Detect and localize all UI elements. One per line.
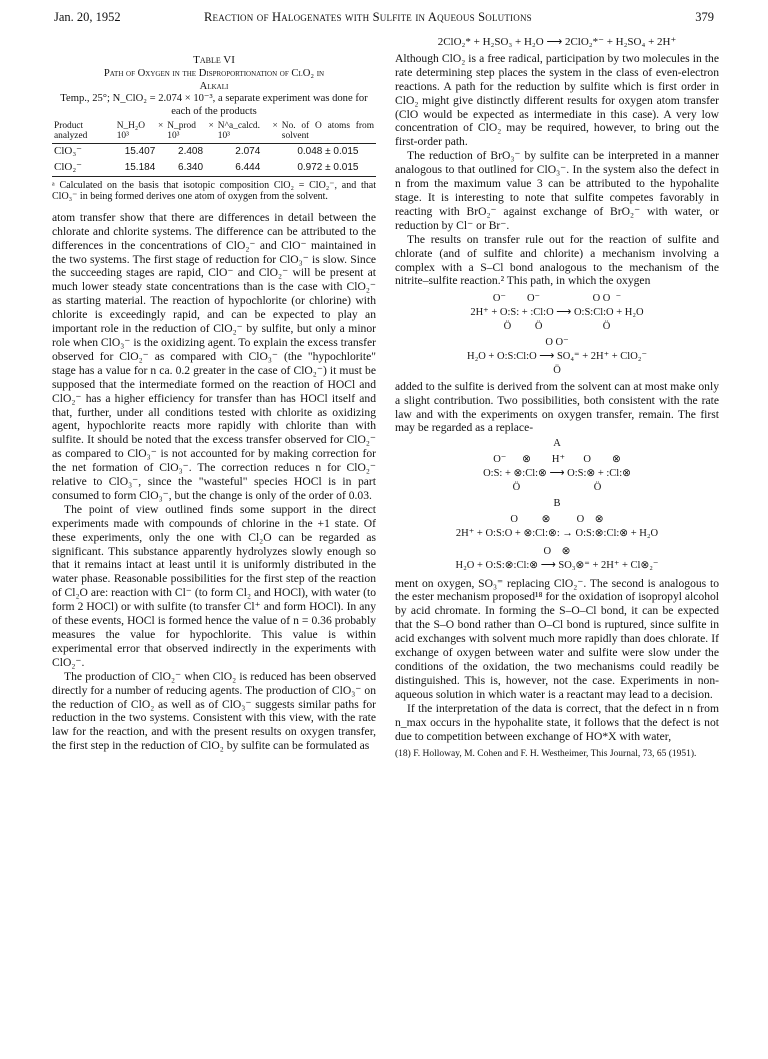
paragraph: ment on oxygen, SO₃⁼ replacing ClO₂⁻. The second is analogous to the ester mechanism proposed¹⁸ for the oxidation of isopropyl alcohol by acid chromate. In forming the S–O–Cl bond, it can be expected that the S–O bond rather than O–Cl bond is ruptured, since sulfite in acid exchanges with solvent much more rapidly than does chlorate. If exchange of oxygen between water and sulfite were slow under the conditions of the oxidation, the two mechanisms could readily be distinguished. This is, however, not the case. Experiments in non-aqueous solution in which water is a reactant may lead to a decision. <box>395 576 720 701</box>
scheme-line: Ö Ö Ö <box>503 321 611 333</box>
col-header: N_prod × 10³ <box>165 120 216 144</box>
table-cell: 15.184 <box>115 160 166 176</box>
table-cell: 15.407 <box>124 146 156 157</box>
scheme-line: H₂O + O:S:⊗:Cl:⊗ ⟶ SO₃⊗⁼ + 2H⁺ + Cl⊗₂⁻ <box>455 559 659 571</box>
scheme-line: O ⊗ <box>543 545 571 557</box>
table-header-row <box>52 120 376 144</box>
col-header: N_H₂O × 10³ <box>115 120 166 144</box>
paragraph: The point of view outlined finds some support in the direct experiments made with compounds of chlorine in the +1 state. Of these experiments, only the one with Cl₂O can be regarded as significant. This substance apparently hydrolyzes slowly enough so that it remains intact at least until it is uniformly distributed in the water phase. Reasonable possibilities for the first step of the reaction of Cl₂O are: reaction with Cl⁻ (to form Cl₂ and HOCl), with water (to form 2 HOCl) or with sulfite (to transfer Cl⁺ and form HOCl). In any of these events, HOCl is formed hence the value of n = 0.36 probably measures the value for hypochlorite. This value is within experimental error that observed indirectly in the experiments with ClO₂⁻. <box>52 502 376 669</box>
issue-date: Jan. 20, 1952 <box>54 10 121 24</box>
col-header: Product analyzed <box>52 120 115 144</box>
reaction-scheme-1 <box>395 292 719 377</box>
equation: 2ClO₂* + H₂SO₃ + H₂O ⟶ 2ClO₂*⁻ + H₂SO₄ + 2H⁺ <box>437 36 677 48</box>
scheme-line: O⁻ ⊗ H⁺ O ⊗ <box>493 454 621 466</box>
table-caption-line2: Alkali <box>199 81 229 92</box>
paragraph: The production of ClO₂⁻ when ClO₂ is reduced has been observed directly for a number of reducing agents. The production of ClO₃⁻ on the reduction of ClO₂ as well as of ClO₃⁻ suggests similar paths for reduction in the two systems. Consistent with this view, with the rate law for the reaction, and with the present results on oxygen transfer, the first step in the reduction of ClO₂ by sulfite can be formulated as <box>52 669 376 753</box>
scheme-line: Ö Ö <box>512 482 602 494</box>
scheme-line: O:S: + ⊗:Cl:⊗ ⟶ O:S:⊗ + :Cl:⊗ <box>483 468 631 480</box>
running-title: Reaction of Halogenates with Sulfite in Aqueous Solutions <box>204 10 532 24</box>
table-conditions: Temp., 25°; N_ClO₂ = 2.074 × 10⁻³, a separate experiment was done for each of the products <box>60 93 368 117</box>
page-number: 379 <box>695 10 714 24</box>
reaction-scheme-a <box>395 437 719 495</box>
table-caption-line1: Path of Oxygen in the Disproportionation of ClO₂ in <box>103 68 325 79</box>
paragraph: If the interpretation of the data is correct, that the defect in n from n_max occurs in the hypohalite state, it follows that the defect is not due to competition between exchange of HO*X with water, <box>395 701 719 743</box>
scheme-line: 2H⁺ + O:S: + :Cl:O ⟶ O:S:Cl:O + H₂O <box>470 307 644 319</box>
paragraph: The results on transfer rule out for the reaction of sulfite and chlorate (and of sulfite and chlorite) a mechanism involving a complex with a S–Cl bond analogous to the mechanism of the nitrite–sulfite reaction.² This path, in which the oxygen <box>395 232 719 288</box>
paragraph: The reduction of BrO₃⁻ by sulfite can be interpreted in a manner analogous to that outlined for ClO₃⁻. In the system also the defect in n from the maximum value 3 can be attributed to the hypohalite stage. It is interesting to note that sulfite competes favorably in reacting with BrO₂⁻ against exchange of BrO₂⁻ with water, or reduction by Cl⁻ or Br⁻. <box>395 149 719 232</box>
table-cell: 2.408 <box>178 146 204 157</box>
table-label: Table VI <box>193 54 235 66</box>
scheme-line: Ö <box>553 364 561 376</box>
table-footnote: ᵃ Calculated on the basis that isotopic composition ClO₂ = ClO₂⁻, and that ClO₃⁻ in being formed derives one atom of oxygen from the solvent. <box>52 179 376 203</box>
table-row <box>52 160 376 176</box>
table-cell: 2.074 <box>235 146 261 157</box>
scheme-line: H₂O + O:S:Cl:O ⟶ SO₄⁼ + 2H⁺ + ClO₂⁻ <box>466 350 648 362</box>
scheme-line: O ⊗ O ⊗ <box>510 513 604 525</box>
table-row <box>52 144 376 160</box>
table-cell: 0.048 ± 0.015 <box>297 146 359 157</box>
scheme-line: O O⁻ <box>545 337 569 349</box>
scheme-line: 2H⁺ + O:S:O + ⊗:Cl:⊗: → O:S:⊗:Cl:⊗ + H₂O <box>455 527 659 539</box>
scheme-label: B <box>553 498 561 509</box>
paragraph: added to the sulfite is derived from the solvent can at most make only a slight contribution. Two possibilities, both consistent with the rate law and with the experiments on oxygen transfer, remain. The first may be regarded as a replace- <box>395 379 719 435</box>
table-cell: 6.340 <box>165 160 216 176</box>
data-table <box>52 120 376 177</box>
col-header: No. of O atoms from solvent <box>280 120 376 144</box>
right-column <box>395 30 719 760</box>
scheme-line: O⁻ O⁻ O O ⁻ <box>492 293 622 305</box>
scheme-label: A <box>553 438 561 450</box>
paragraph: Although ClO₂ is a free radical, participation by two molecules in the rate determining step places the system in the class of even-electron reactions. A path for the reduction by sulfite which is first order in ClO₂ might give distinctly different results for oxygen atom transfer (ClO would be expected as intermediate in this case). A very low concentration of ClO₂ may be required, however, to bring out the first-order path. <box>395 51 719 149</box>
running-head <box>54 10 714 30</box>
left-column <box>52 54 376 753</box>
reference-footnote: (18) F. Holloway, M. Cohen and F. H. Westheimer, This Journal, 73, 65 (1951). <box>395 749 697 760</box>
table-cell: 6.444 <box>216 160 280 176</box>
table-cell: ClO₂⁻ <box>52 160 115 176</box>
table-cell: ClO₃⁻ <box>54 145 82 157</box>
col-header: N^a_calcd. × 10³ <box>216 120 280 144</box>
paragraph: atom transfer show that there are differences in detail between the chlorate and chlorite systems. The difference can be attributed to the differences in the concentrations of ClO₂⁻ and ClO⁻ maintained in the two systems. The first stage of reduction for ClO₃⁻ is slow. Since the succeeding stages are rapid, ClO⁻ and ClO₂⁻ will be present at much lower steady state concentrations than is the case with ClO₂⁻ as starting material. The reaction of hypochlorite (or chlorine) with chlorite is exceedingly rapid, and can be expected to play an important role in the reduction of ClO₂⁻ by sulfite, but only a minor role when ClO₃⁻ is the oxidizing agent. To explain the excess transfer observed for ClO₂⁻ as compared with ClO₃⁻ (the "hypochlorite" stage has a value for n ca. 0.2 greater in the case of ClO₂⁻) it must be supposed that the intermediate formed on the reaction of HOCl and ClO₂⁻ has a higher efficiency for transfer than has HOCl itself and that, further, under all conditions tested with chlorite as oxidizing agent, hypochlorite reacts more rapidly with chlorite than with sulfite. It should be noted that the excess transfer observed for ClO₂⁻ as compared to ClO₃⁻ is not accounted for by making correction for the net formation of ClO₃⁻. The correction reduces n for ClO₂⁻ relative to ClO₃⁻, since the "wasteful" species HOCl is in part consumed to form ClO₃⁻, but the change is only of the order of 0.03. <box>52 210 377 502</box>
table-cell: 0.972 ± 0.015 <box>280 160 376 176</box>
reaction-scheme-b <box>395 497 719 573</box>
